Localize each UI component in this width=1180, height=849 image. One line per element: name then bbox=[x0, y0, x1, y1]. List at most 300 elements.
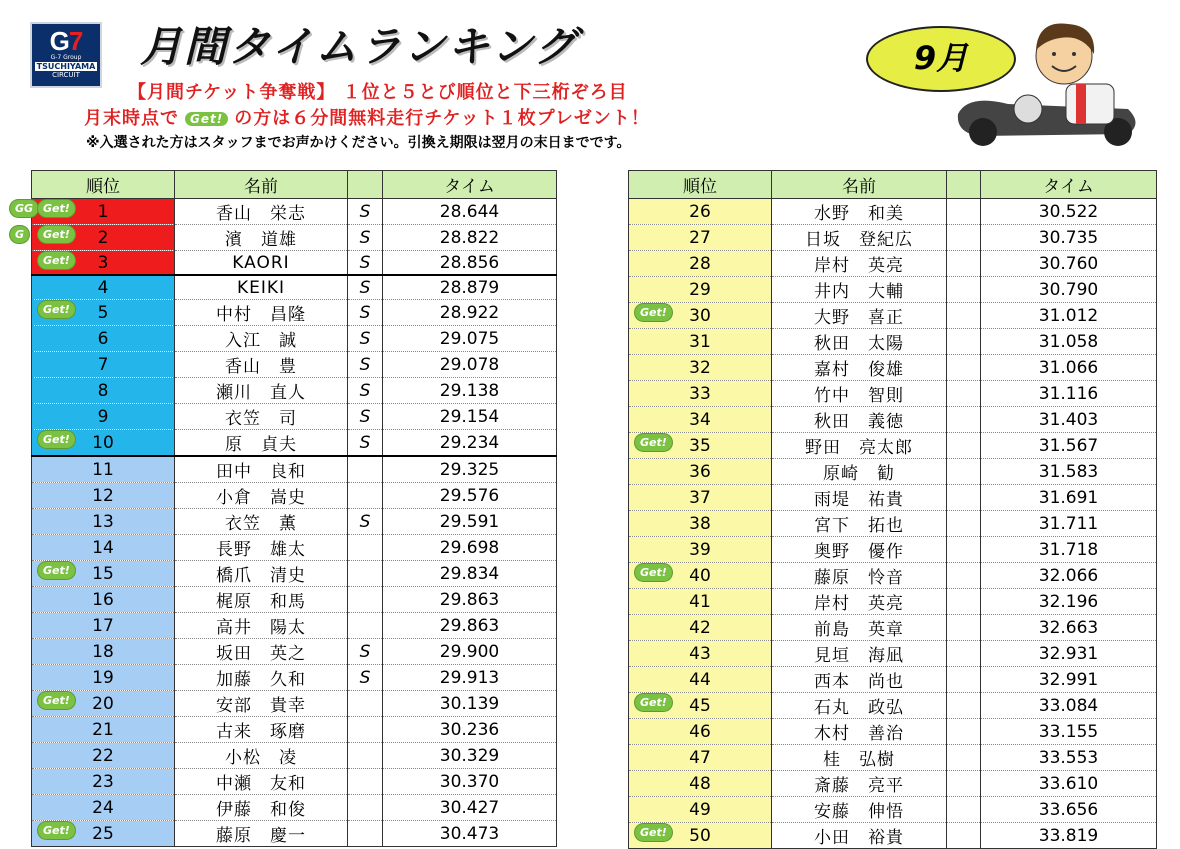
name-cell bbox=[175, 199, 348, 225]
get-badge-icon: Get! bbox=[635, 824, 672, 841]
rank-cell bbox=[32, 691, 175, 717]
time-cell bbox=[383, 743, 557, 769]
name-cell-text: 岸村 英亮 bbox=[814, 256, 904, 276]
rank-cell-text: 1 bbox=[97, 201, 109, 222]
table-row bbox=[32, 378, 557, 404]
s-cell-text: S bbox=[359, 667, 371, 688]
rank-cell-text: 39 bbox=[689, 539, 711, 560]
time-cell-text: 30.790 bbox=[1038, 279, 1099, 300]
header-time: タイム bbox=[981, 171, 1157, 199]
rank-cell-text: 28 bbox=[689, 253, 711, 274]
s-cell bbox=[348, 430, 383, 457]
table-row bbox=[32, 535, 557, 561]
table-row bbox=[32, 587, 557, 613]
table-row bbox=[629, 381, 1157, 407]
s-cell bbox=[348, 456, 383, 483]
s-cell-text: S bbox=[359, 406, 371, 427]
time-cell bbox=[383, 275, 557, 300]
table-row bbox=[629, 485, 1157, 511]
time-cell bbox=[383, 300, 557, 326]
s-cell bbox=[348, 613, 383, 639]
time-cell bbox=[383, 535, 557, 561]
s-cell bbox=[348, 300, 383, 326]
table-row bbox=[32, 665, 557, 691]
name-cell-text: 原 貞夫 bbox=[225, 435, 297, 455]
time-cell bbox=[981, 537, 1157, 563]
rank-cell-text: 37 bbox=[689, 487, 711, 508]
rank-cell-text: 21 bbox=[92, 719, 114, 740]
s-cell bbox=[348, 535, 383, 561]
notice-line2 bbox=[84, 104, 650, 130]
rank-cell bbox=[32, 639, 175, 665]
s-cell bbox=[947, 589, 981, 615]
rank-cell bbox=[15, 225, 175, 251]
get-badge-icon: Get! bbox=[38, 822, 75, 839]
name-cell-text: 伊藤 和俊 bbox=[216, 800, 306, 820]
time-cell-text: 29.698 bbox=[439, 537, 500, 558]
name-cell-text: 石丸 政弘 bbox=[814, 698, 904, 718]
table-row bbox=[32, 225, 557, 251]
table-row bbox=[32, 691, 557, 717]
time-cell bbox=[981, 589, 1157, 615]
s-cell bbox=[947, 251, 981, 277]
rank-cell bbox=[629, 433, 772, 459]
rank-cell bbox=[629, 719, 772, 745]
s-cell bbox=[947, 303, 981, 329]
get-badge-icon: Get! bbox=[635, 564, 672, 581]
time-cell bbox=[981, 303, 1157, 329]
name-cell-text: 古来 琢磨 bbox=[216, 722, 306, 742]
circuit-logo bbox=[30, 22, 102, 88]
s-cell bbox=[348, 404, 383, 430]
rank-cell-text: 43 bbox=[689, 643, 711, 664]
time-cell-text: 30.473 bbox=[439, 823, 500, 844]
name-cell-text: 大野 喜正 bbox=[814, 308, 904, 328]
month-label: 9月 bbox=[913, 39, 969, 77]
rank-cell bbox=[629, 667, 772, 693]
name-cell-text: 宮下 拓也 bbox=[814, 516, 904, 536]
header-name: 名前 bbox=[772, 171, 947, 199]
rank-cell bbox=[629, 511, 772, 537]
s-cell-text: S bbox=[359, 328, 371, 349]
table-row bbox=[32, 639, 557, 665]
time-cell bbox=[383, 378, 557, 404]
time-cell bbox=[981, 823, 1157, 849]
name-cell-text: 衣笠 司 bbox=[225, 409, 297, 429]
table-row bbox=[629, 823, 1157, 849]
name-cell-text: 見垣 海凪 bbox=[814, 646, 904, 666]
time-cell-text: 33.819 bbox=[1038, 825, 1099, 846]
name-cell-text: 水野 和美 bbox=[814, 204, 904, 224]
name-cell-text: 中瀬 友和 bbox=[216, 774, 306, 794]
g-badge-icon: GG bbox=[10, 200, 38, 217]
s-cell bbox=[947, 823, 981, 849]
time-cell bbox=[981, 329, 1157, 355]
s-cell-text: S bbox=[359, 302, 371, 323]
logo-sub: CIRCUIT bbox=[52, 71, 80, 79]
time-cell-text: 28.644 bbox=[439, 201, 500, 222]
table-row bbox=[32, 404, 557, 430]
s-cell bbox=[947, 719, 981, 745]
time-cell-text: 33.656 bbox=[1038, 799, 1099, 820]
rank-cell-text: 24 bbox=[92, 797, 114, 818]
rank-cell bbox=[32, 665, 175, 691]
name-cell-text: 雨堤 祐貴 bbox=[814, 490, 904, 510]
rank-cell-text: 46 bbox=[689, 721, 711, 742]
rank-cell bbox=[32, 300, 175, 326]
s-cell bbox=[348, 691, 383, 717]
s-cell bbox=[348, 639, 383, 665]
table-row bbox=[629, 797, 1157, 823]
rank-cell bbox=[32, 326, 175, 352]
rank-cell-text: 23 bbox=[92, 771, 114, 792]
time-cell bbox=[383, 717, 557, 743]
time-cell-text: 29.576 bbox=[439, 485, 500, 506]
time-cell-text: 31.583 bbox=[1038, 461, 1099, 482]
name-cell bbox=[175, 665, 348, 691]
name-cell bbox=[175, 456, 348, 483]
get-badge-icon: Get! bbox=[635, 694, 672, 711]
s-cell bbox=[947, 511, 981, 537]
name-cell bbox=[175, 483, 348, 509]
time-cell-text: 29.900 bbox=[439, 641, 500, 662]
time-cell bbox=[383, 199, 557, 225]
time-cell-text: 30.427 bbox=[439, 797, 500, 818]
time-cell bbox=[981, 251, 1157, 277]
name-cell-text: 岸村 英亮 bbox=[814, 594, 904, 614]
time-cell bbox=[981, 459, 1157, 485]
header-s bbox=[348, 171, 383, 199]
rank-cell bbox=[629, 251, 772, 277]
rank-cell-text: 31 bbox=[689, 331, 711, 352]
rank-cell-text: 27 bbox=[689, 227, 711, 248]
time-cell bbox=[981, 511, 1157, 537]
rank-cell bbox=[629, 563, 772, 589]
time-cell-text: 32.663 bbox=[1038, 617, 1099, 638]
time-cell bbox=[981, 667, 1157, 693]
time-cell-text: 32.991 bbox=[1038, 669, 1099, 690]
rank-cell bbox=[629, 459, 772, 485]
table-row bbox=[629, 251, 1157, 277]
time-cell-text: 29.863 bbox=[439, 615, 500, 636]
name-cell-text: 安部 貴幸 bbox=[216, 696, 306, 716]
s-cell-text: S bbox=[359, 227, 371, 248]
rank-cell bbox=[629, 277, 772, 303]
name-cell-text: 香山 栄志 bbox=[216, 204, 306, 224]
s-cell bbox=[947, 641, 981, 667]
time-cell-text: 30.139 bbox=[439, 693, 500, 714]
rank-cell bbox=[32, 795, 175, 821]
name-cell-text: 安藤 伸悟 bbox=[814, 802, 904, 822]
time-cell-text: 33.610 bbox=[1038, 773, 1099, 794]
table-row bbox=[629, 433, 1157, 459]
name-cell bbox=[175, 430, 348, 457]
s-cell bbox=[348, 225, 383, 251]
rank-cell-text: 3 bbox=[97, 252, 109, 273]
table-row bbox=[32, 275, 557, 300]
rank-cell-text: 22 bbox=[92, 745, 114, 766]
time-cell-text: 29.138 bbox=[439, 380, 500, 401]
table-row bbox=[629, 719, 1157, 745]
time-cell bbox=[981, 433, 1157, 459]
time-cell bbox=[383, 821, 557, 847]
name-cell bbox=[772, 667, 947, 693]
rank-cell bbox=[629, 823, 772, 849]
time-cell bbox=[981, 225, 1157, 251]
time-cell bbox=[981, 199, 1157, 225]
name-cell-text: 井内 大輔 bbox=[814, 282, 904, 302]
s-cell bbox=[947, 433, 981, 459]
time-cell-text: 31.116 bbox=[1038, 383, 1099, 404]
rank-cell-text: 13 bbox=[92, 511, 114, 532]
name-cell-text: 西本 尚也 bbox=[814, 672, 904, 692]
time-cell bbox=[981, 355, 1157, 381]
s-cell-text: S bbox=[359, 277, 371, 298]
name-cell bbox=[772, 823, 947, 849]
table-row bbox=[629, 511, 1157, 537]
time-cell bbox=[981, 745, 1157, 771]
name-cell bbox=[175, 404, 348, 430]
logo-name: TSUCHIYAMA bbox=[36, 62, 96, 71]
time-cell-text: 31.058 bbox=[1038, 331, 1099, 352]
get-badge-icon: Get! bbox=[38, 200, 75, 217]
name-cell bbox=[772, 329, 947, 355]
s-cell bbox=[947, 693, 981, 719]
rank-cell-text: 49 bbox=[689, 799, 711, 820]
rank-cell-text: 36 bbox=[689, 461, 711, 482]
rank-cell bbox=[32, 561, 175, 587]
header-name: 名前 bbox=[175, 171, 348, 199]
rank-cell-text: 14 bbox=[92, 537, 114, 558]
rank-cell bbox=[32, 483, 175, 509]
name-cell-text: 中村 昌隆 bbox=[216, 305, 306, 325]
rank-cell bbox=[629, 199, 772, 225]
notice-line1: 【月間チケット争奪戦】 １位と５とび順位と下三桁ぞろ目 bbox=[128, 82, 628, 103]
name-cell-text: 前島 英章 bbox=[814, 620, 904, 640]
name-cell-text: KEIKI bbox=[236, 277, 286, 298]
time-cell bbox=[981, 381, 1157, 407]
name-cell-text: 奥野 優作 bbox=[814, 542, 904, 562]
rank-cell bbox=[32, 404, 175, 430]
name-cell bbox=[772, 615, 947, 641]
rank-cell bbox=[629, 355, 772, 381]
rank-cell bbox=[32, 535, 175, 561]
table-row bbox=[629, 693, 1157, 719]
rank-cell-text: 48 bbox=[689, 773, 711, 794]
name-cell bbox=[772, 511, 947, 537]
s-cell-text: S bbox=[359, 511, 371, 532]
rank-cell bbox=[32, 613, 175, 639]
s-cell-text: S bbox=[359, 641, 371, 662]
table-row bbox=[32, 795, 557, 821]
rank-cell-text: 20 bbox=[92, 693, 114, 714]
name-cell-text: KAORI bbox=[232, 252, 290, 273]
name-cell-text: 橋爪 清史 bbox=[216, 566, 306, 586]
s-cell bbox=[947, 667, 981, 693]
s-cell bbox=[348, 717, 383, 743]
notice-line3: ※入選された方はスタッフまでお声かけください。引換え期限は翌月の末日までです。 bbox=[86, 135, 631, 151]
rank-cell-text: 7 bbox=[97, 354, 109, 375]
name-cell bbox=[772, 563, 947, 589]
table-header bbox=[629, 171, 1157, 199]
rank-cell-text: 38 bbox=[689, 513, 711, 534]
time-cell-text: 32.066 bbox=[1038, 565, 1099, 586]
table-row bbox=[629, 303, 1157, 329]
s-cell bbox=[947, 199, 981, 225]
s-cell bbox=[348, 561, 383, 587]
time-cell-text: 28.856 bbox=[439, 252, 500, 273]
time-cell bbox=[383, 352, 557, 378]
name-cell bbox=[772, 485, 947, 511]
logo-group: G-7 Group bbox=[50, 54, 82, 61]
table-row bbox=[629, 537, 1157, 563]
name-cell-text: 藤原 怜音 bbox=[814, 568, 904, 588]
name-cell bbox=[175, 378, 348, 404]
table-row bbox=[629, 459, 1157, 485]
table-row bbox=[32, 483, 557, 509]
s-cell bbox=[348, 509, 383, 535]
table-row bbox=[32, 430, 557, 457]
time-cell-text: 30.522 bbox=[1038, 201, 1099, 222]
time-cell-text: 30.370 bbox=[439, 771, 500, 792]
page-title: 月間タイムランキング bbox=[140, 22, 578, 71]
table-row bbox=[629, 771, 1157, 797]
s-cell-text: S bbox=[359, 201, 371, 222]
rank-cell-text: 15 bbox=[92, 563, 114, 584]
time-cell bbox=[383, 225, 557, 251]
table-row bbox=[32, 300, 557, 326]
s-cell bbox=[947, 407, 981, 433]
name-cell-text: 小松 凌 bbox=[225, 748, 297, 768]
rank-cell-text: 17 bbox=[92, 615, 114, 636]
s-cell bbox=[947, 381, 981, 407]
time-cell-text: 28.922 bbox=[439, 302, 500, 323]
rank-cell bbox=[32, 378, 175, 404]
time-cell bbox=[383, 404, 557, 430]
rank-cell-text: 32 bbox=[689, 357, 711, 378]
time-cell-text: 29.863 bbox=[439, 589, 500, 610]
name-cell-text: 原崎 勧 bbox=[823, 464, 895, 484]
name-cell bbox=[175, 795, 348, 821]
rank-cell-text: 50 bbox=[689, 825, 711, 846]
rank-cell-text: 12 bbox=[92, 485, 114, 506]
name-cell bbox=[772, 589, 947, 615]
s-cell-text: S bbox=[359, 354, 371, 375]
s-cell bbox=[947, 329, 981, 355]
time-cell bbox=[383, 561, 557, 587]
rank-cell-text: 10 bbox=[92, 432, 114, 453]
s-cell bbox=[348, 352, 383, 378]
s-cell bbox=[348, 251, 383, 276]
time-cell-text: 28.879 bbox=[439, 277, 500, 298]
ranking-table-left bbox=[15, 170, 557, 847]
table-row bbox=[629, 225, 1157, 251]
time-cell bbox=[383, 613, 557, 639]
name-cell-text: 藤原 慶一 bbox=[216, 826, 306, 846]
name-cell bbox=[175, 769, 348, 795]
time-cell-text: 33.084 bbox=[1038, 695, 1099, 716]
table-row bbox=[629, 329, 1157, 355]
name-cell bbox=[175, 613, 348, 639]
s-cell bbox=[947, 277, 981, 303]
time-cell-text: 28.822 bbox=[439, 227, 500, 248]
name-cell bbox=[175, 587, 348, 613]
table-row bbox=[32, 251, 557, 276]
time-cell-text: 31.691 bbox=[1038, 487, 1099, 508]
name-cell bbox=[772, 537, 947, 563]
rank-cell bbox=[32, 717, 175, 743]
time-cell-text: 31.012 bbox=[1038, 305, 1099, 326]
time-cell-text: 33.553 bbox=[1038, 747, 1099, 768]
table-row bbox=[32, 352, 557, 378]
name-cell bbox=[772, 225, 947, 251]
name-cell bbox=[772, 641, 947, 667]
rank-cell bbox=[32, 456, 175, 483]
name-cell bbox=[772, 745, 947, 771]
name-cell bbox=[175, 275, 348, 300]
rank-cell bbox=[629, 589, 772, 615]
name-cell-text: 桂 弘樹 bbox=[823, 750, 895, 770]
name-cell bbox=[772, 693, 947, 719]
s-cell bbox=[348, 483, 383, 509]
name-cell-text: 秋田 義徳 bbox=[814, 412, 904, 432]
rank-cell bbox=[629, 693, 772, 719]
rank-cell bbox=[32, 587, 175, 613]
name-cell bbox=[772, 381, 947, 407]
s-cell bbox=[947, 459, 981, 485]
name-cell-text: 小倉 嵩史 bbox=[216, 488, 306, 508]
s-cell bbox=[947, 745, 981, 771]
table-row bbox=[32, 743, 557, 769]
name-cell bbox=[772, 407, 947, 433]
rank-cell bbox=[629, 329, 772, 355]
table-row bbox=[32, 561, 557, 587]
name-cell bbox=[772, 277, 947, 303]
get-badge-icon: Get! bbox=[38, 226, 75, 243]
logo-mark: G7 bbox=[49, 26, 83, 56]
get-badge-icon: Get! bbox=[635, 434, 672, 451]
header-rank: 順位 bbox=[629, 171, 772, 199]
rank-cell bbox=[32, 821, 175, 847]
name-cell bbox=[175, 717, 348, 743]
rank-cell-text: 30 bbox=[689, 305, 711, 326]
table-row bbox=[629, 355, 1157, 381]
time-cell bbox=[383, 587, 557, 613]
rank-cell bbox=[629, 641, 772, 667]
table-row bbox=[32, 509, 557, 535]
name-cell-text: 木村 善治 bbox=[814, 724, 904, 744]
rank-cell-text: 2 bbox=[97, 227, 109, 248]
s-cell bbox=[348, 665, 383, 691]
s-cell bbox=[947, 771, 981, 797]
rank-cell-text: 19 bbox=[92, 667, 114, 688]
notice-line2-post: の方は６分間無料走行チケット１枚プレゼント！ bbox=[234, 108, 650, 129]
name-cell bbox=[175, 691, 348, 717]
s-cell bbox=[348, 821, 383, 847]
time-cell bbox=[383, 456, 557, 483]
header-time: タイム bbox=[383, 171, 557, 199]
time-cell-text: 29.591 bbox=[439, 511, 500, 532]
name-cell bbox=[772, 303, 947, 329]
time-cell bbox=[981, 771, 1157, 797]
name-cell bbox=[772, 719, 947, 745]
rank-cell-text: 47 bbox=[689, 747, 711, 768]
table-row bbox=[32, 769, 557, 795]
s-cell-text: S bbox=[359, 432, 371, 453]
name-cell bbox=[772, 433, 947, 459]
table-row bbox=[629, 589, 1157, 615]
rank-cell bbox=[629, 615, 772, 641]
